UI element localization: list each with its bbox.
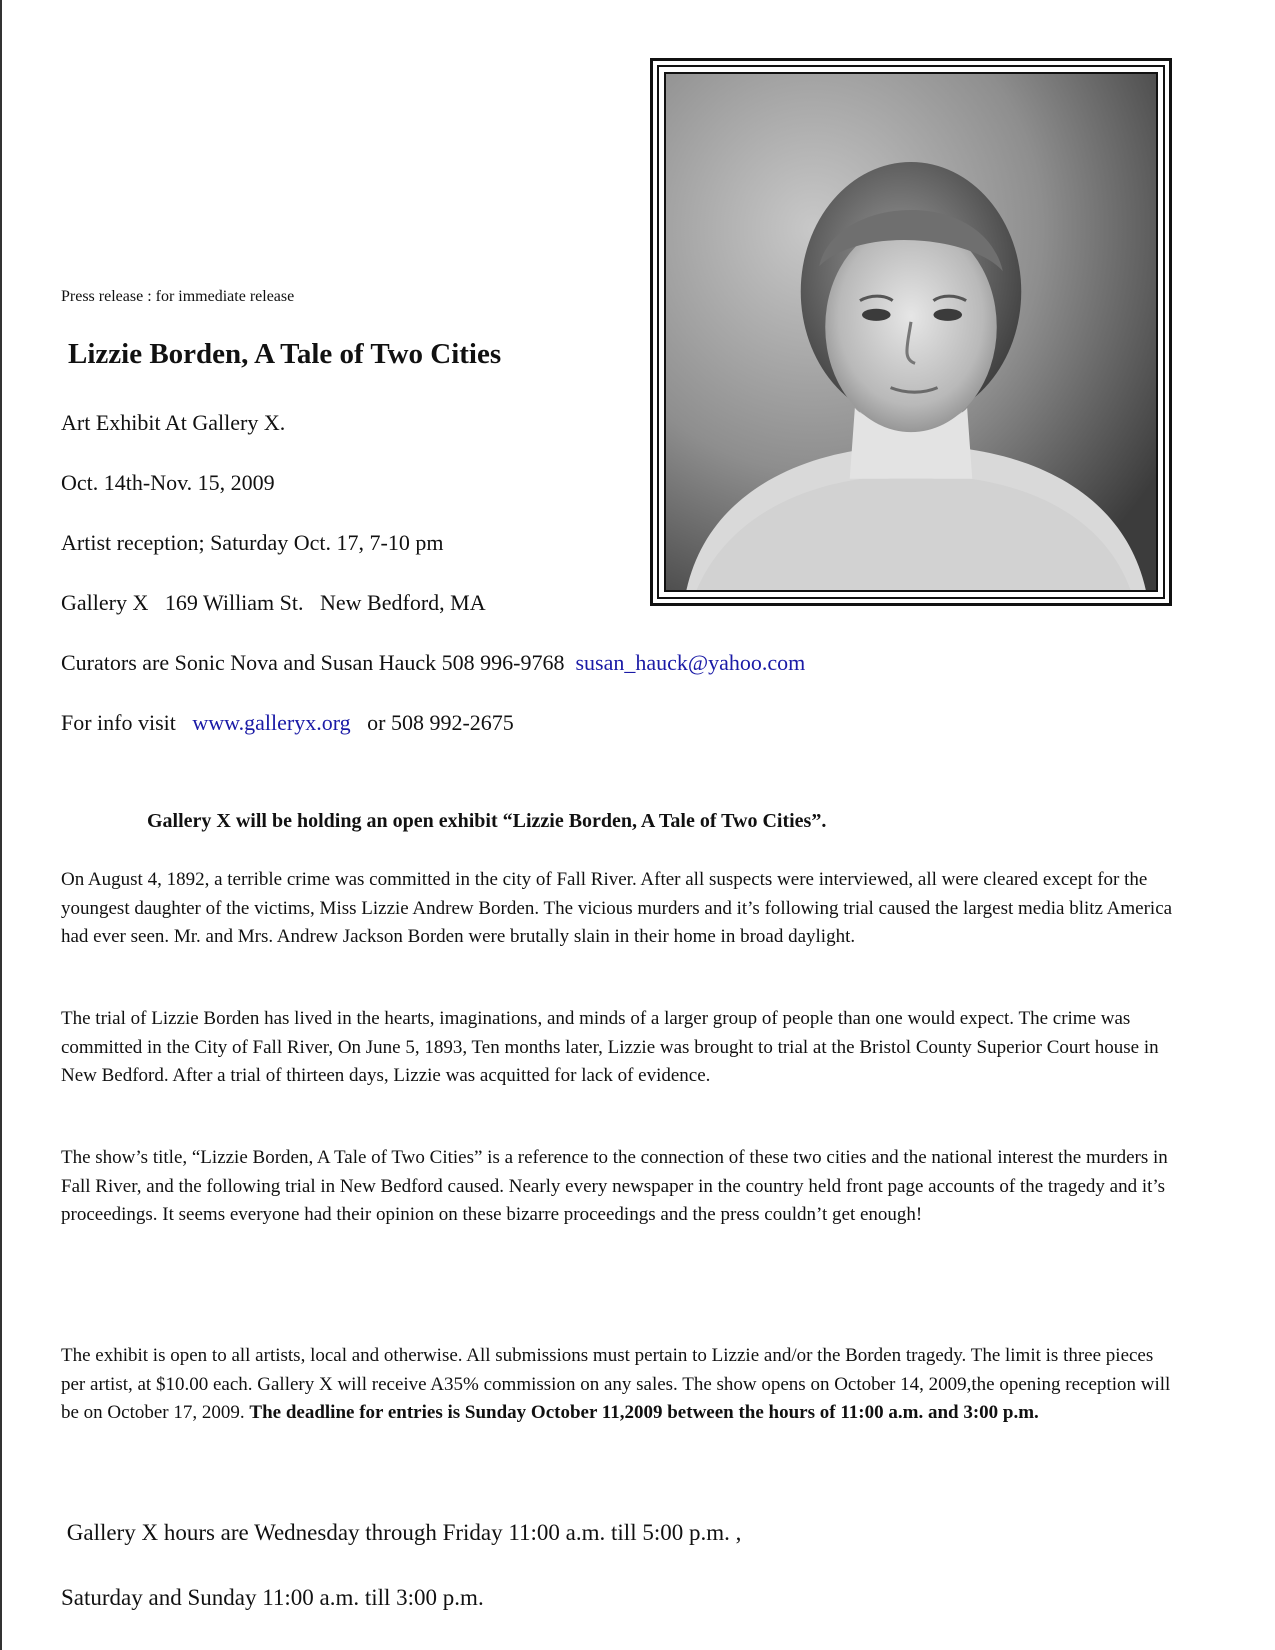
curator-email-link[interactable]: susan_hauck@yahoo.com <box>575 650 806 675</box>
portrait-frame-inner <box>657 65 1165 599</box>
info-prefix: For info visit <box>61 710 176 735</box>
address-line: Gallery X 169 William St. New Bedford, MA <box>61 590 486 615</box>
hours-weekend: Saturday and Sunday 11:00 a.m. till 3:00 p.m. <box>61 1585 484 1610</box>
exhibit-heading: Gallery X will be holding an open exhibit “Lizzie Borden, A Tale of Two Cities”. <box>147 810 827 832</box>
exhibit-line: Art Exhibit At Gallery X. <box>61 410 286 435</box>
hours-weekday: Gallery X hours are Wednesday through Friday 11:00 a.m. till 5:00 p.m. , <box>61 1520 742 1545</box>
info-line <box>61 710 514 736</box>
deadline-text: The deadline for entries is Sunday October 11,2009 between the hours of 11:00 a.m. and 3:00 p.m. <box>249 1402 1039 1423</box>
portrait-photo <box>664 72 1158 592</box>
curators-line <box>61 650 805 676</box>
info-phone: or 508 992-2675 <box>367 710 514 735</box>
portrait-photo-icon <box>666 74 1156 590</box>
dates-line: Oct. 14th-Nov. 15, 2009 <box>61 470 275 495</box>
curators-text: Curators are Sonic Nova and Susan Hauck 508 996-9768 <box>61 650 565 675</box>
gallery-website-link[interactable]: www.galleryx.org <box>192 710 351 735</box>
submission-rules: The exhibit is open to all artists, local and otherwise. All submissions must pertain to Lizzie and/or the Borden tragedy. The limit is three pieces per artist, at $10.00 each. Gallery X will receive A35% commission on any sales. The show opens on October 14, 2009,the opening reception will be on October 17, 2009. <box>61 1345 1171 1423</box>
paragraph-4 <box>61 1342 1181 1428</box>
paragraph-1: On August 4, 1892, a terrible crime was committed in the city of Fall River. After all suspects were interviewed, all were cleared except for the youngest daughter of the victims, Miss Lizzie Andrew Borden. The vicious murders and it’s following trial caused the largest media blitz America had ever seen. Mr. and Mrs. Andrew Jackson Borden were brutally slain in their home in broad daylight. <box>61 869 1173 947</box>
paragraph-3: The show’s title, “Lizzie Borden, A Tale of Two Cities” is a reference to the connection of these two cities and the national interest the murders in Fall River, and the following trial in New Bedford caused. Nearly every newspaper in the country held front page accounts of the tragedy and it’s proceedings. It seems everyone had their opinion on these bizarre proceedings and the press couldn’t get enough! <box>61 1147 1168 1225</box>
page-edge <box>0 0 2 1650</box>
press-release-line: Press release : for immediate release <box>61 288 295 305</box>
reception-line: Artist reception; Saturday Oct. 17, 7-10 pm <box>61 530 444 555</box>
page-title: Lizzie Borden, A Tale of Two Cities <box>68 338 502 370</box>
paragraph-2: The trial of Lizzie Borden has lived in the hearts, imaginations, and minds of a larger group of people than one would expect. The crime was committed in the City of Fall River, On June 5, 1893, Ten months later, Lizzie was brought to trial at the Bristol County Superior Court house in New Bedford. After a trial of thirteen days, Lizzie was acquitted for lack of evidence. <box>61 1008 1159 1086</box>
portrait-frame <box>650 58 1172 606</box>
